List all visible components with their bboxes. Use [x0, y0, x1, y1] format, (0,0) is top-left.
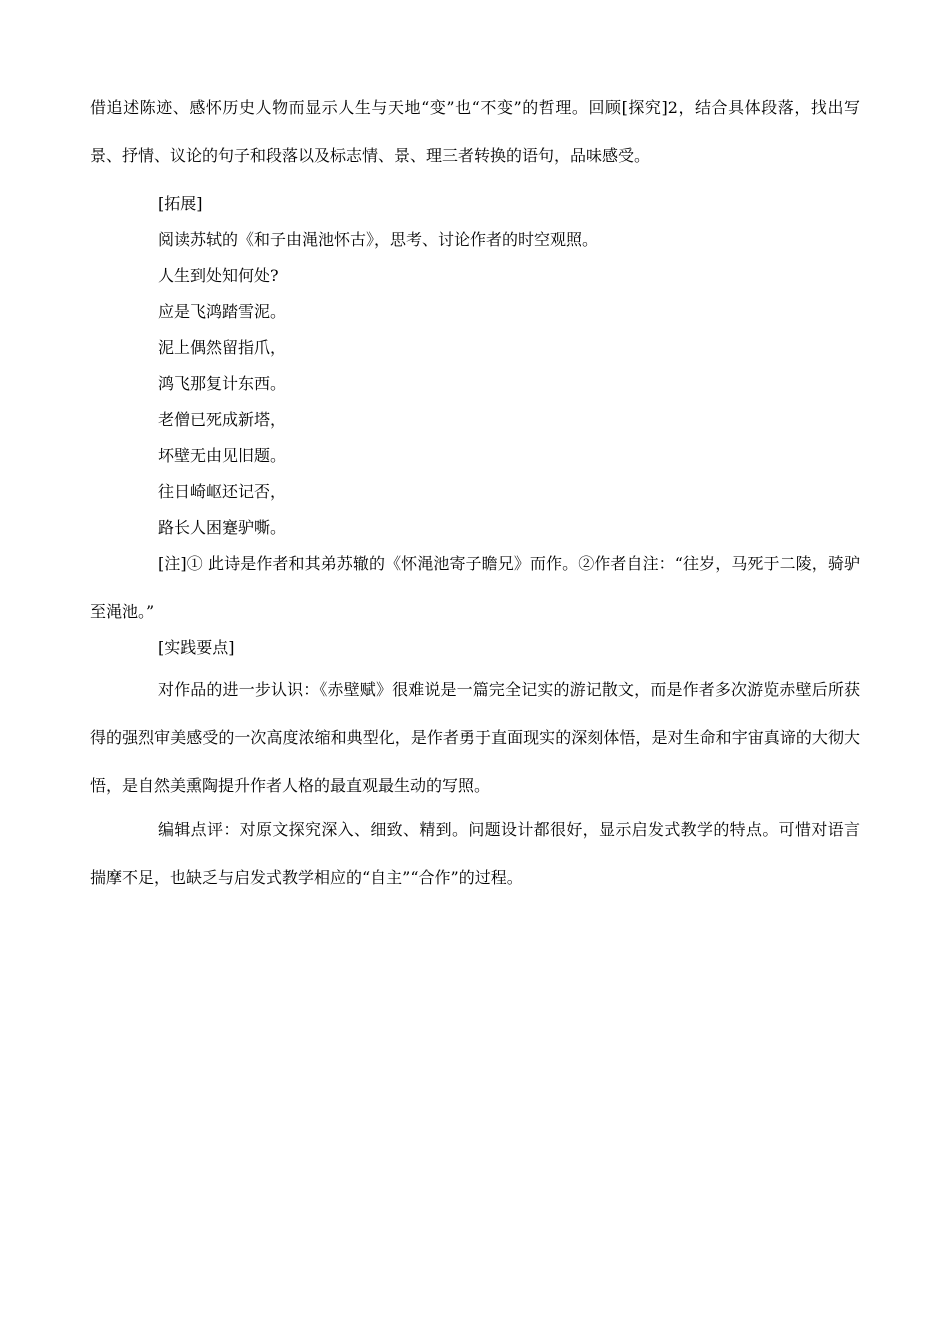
paragraph-note: [注]① 此诗是作者和其弟苏辙的《怀渑池寄子瞻兄》而作。②作者自注：“往岁，马死于二陵，骑驴至渑池。” — [90, 554, 860, 621]
paragraph-reading-prompt: 阅读苏轼的《和子由渑池怀古》，思考、讨论作者的时空观照。 — [158, 230, 599, 249]
poem-line: 鸿飞那复计东西。 — [158, 374, 287, 393]
section-heading-extension: [拓展] — [158, 194, 203, 213]
section-heading-practice: [实践要点] — [158, 638, 235, 657]
poem-line: 泥上偶然留指爪， — [158, 338, 287, 357]
poem — [90, 258, 860, 546]
poem-line: 应是飞鸿踏雪泥。 — [158, 302, 287, 321]
paragraph-recognition: 对作品的进一步认识：《赤壁赋》很难说是一篇完全记实的游记散文，而是作者多次游览赤壁后所获得的强烈审美感受的一次高度浓缩和典型化，是作者勇于直面现实的深刻体悟，是对生命和宇宙真谛的大彻大悟，是自然美熏陶提升作者人格的最直观最生动的写照。 — [90, 680, 860, 795]
poem-line: 往日崎岖还记否， — [158, 482, 287, 501]
poem-line: 坏壁无由见旧题。 — [158, 446, 287, 465]
paragraph-continued: 借追述陈迹、感怀历史人物而显示人生与天地“变”也“不变”的哲理。回顾[探究]2，结合具体段落，找出写景、抒情、议论的句子和段落以及标志情、景、理三者转换的语句，品味感受。 — [90, 98, 860, 165]
paragraph-editor-review: 编辑点评：对原文探究深入、细致、精到。问题设计都很好，显示启发式教学的特点。可惜对语言揣摩不足，也缺乏与启发式教学相应的“自主”“合作”的过程。 — [90, 820, 860, 887]
poem-line: 老僧已死成新塔， — [158, 410, 287, 429]
document-body — [90, 94, 860, 902]
poem-line: 人生到处知何处? — [158, 266, 279, 285]
poem-line: 路长人困蹇驴嘶。 — [158, 518, 287, 537]
